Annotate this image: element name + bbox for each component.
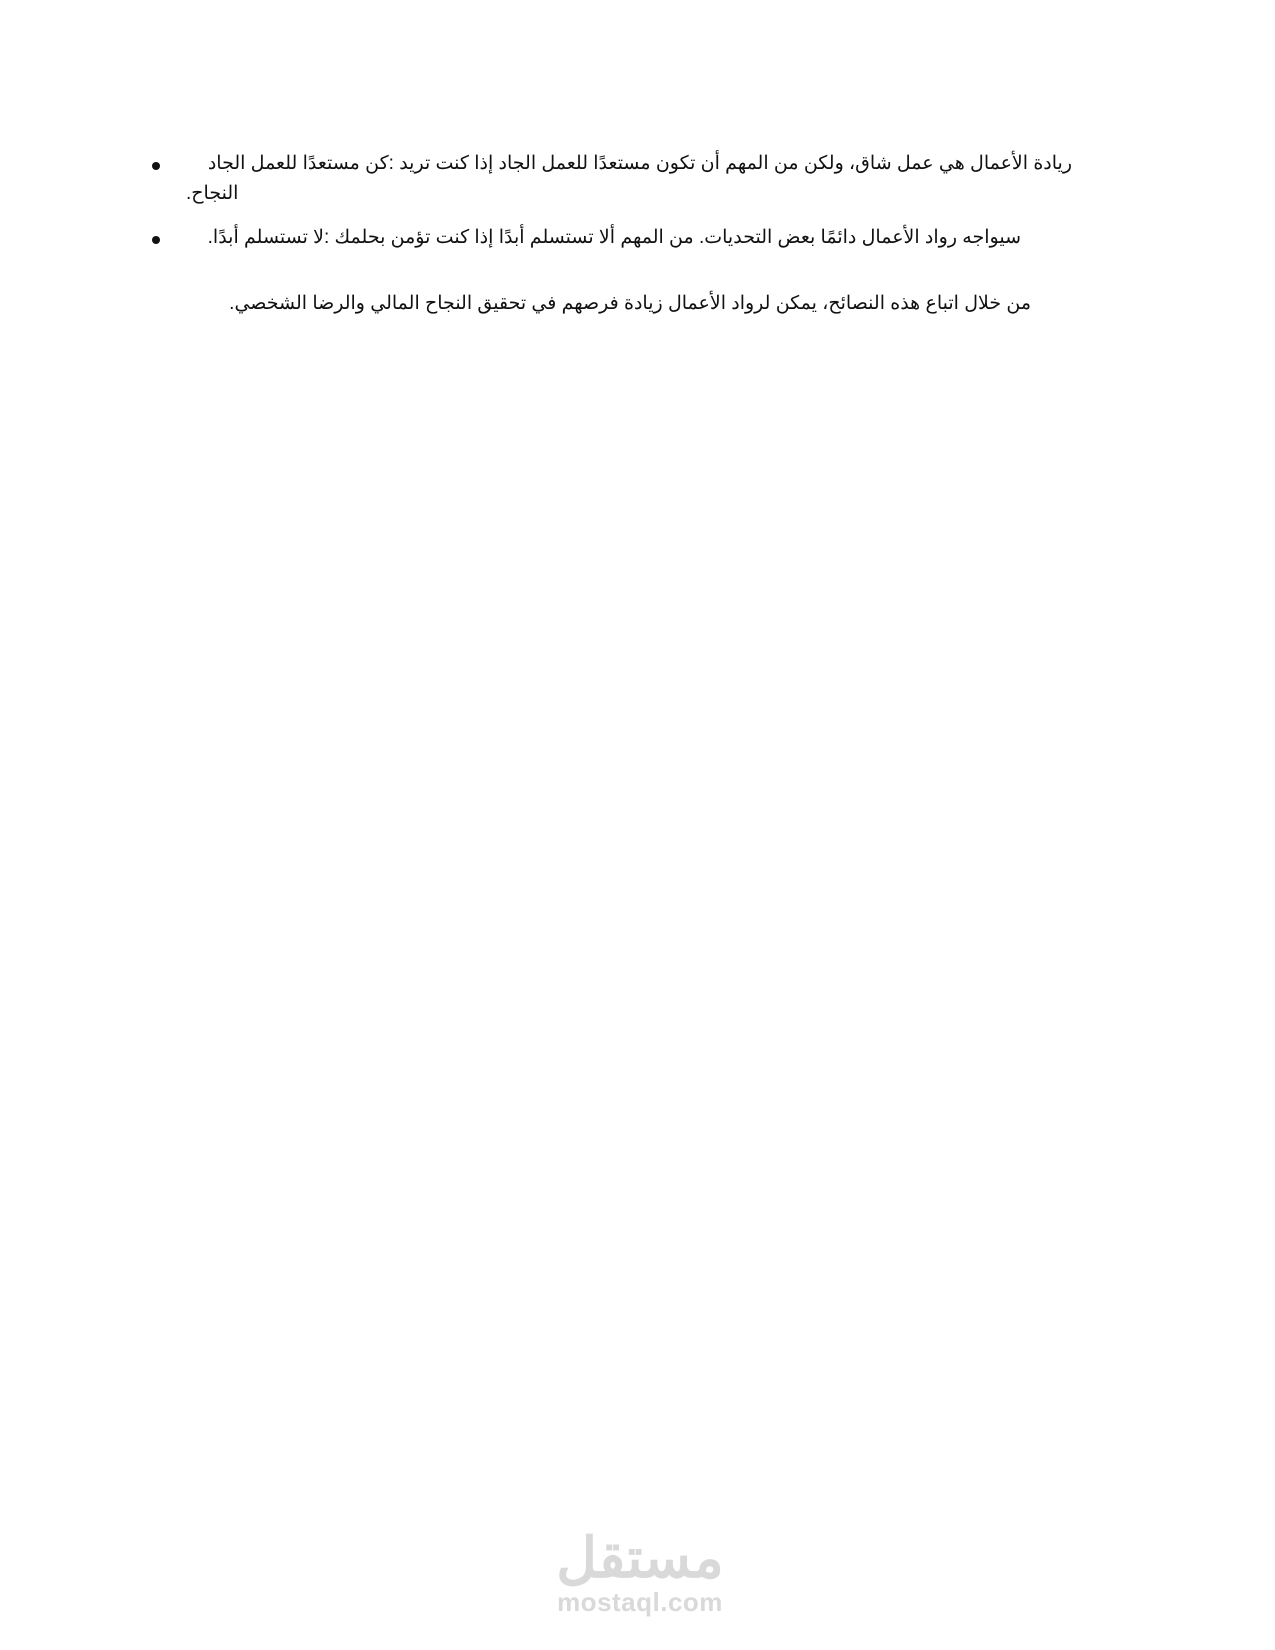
watermark-latin-text: mostaql.com xyxy=(557,1587,723,1617)
bullet-marker xyxy=(152,162,160,170)
mostaql-watermark xyxy=(540,1528,740,1628)
watermark-arabic-text: مستقل xyxy=(556,1526,724,1589)
conclusion-paragraph: من خلال اتباع هذه النصائح، يمكن لرواد الأعمال زيادة فرصهم في تحقيق النجاح المالي والرضا الشخصي. xyxy=(229,293,1031,314)
bullet-text-line: ريادة الأعمال هي عمل شاق، ولكن من المهم أن تكون مستعدًا للعمل الجاد إذا كنت تريد :كن مستعدًا للعمل الجاد xyxy=(207,153,1072,174)
bullet-text-line: النجاح. xyxy=(186,183,239,204)
bullet-text-line: سيواجه رواد الأعمال دائمًا بعض التحديات. من المهم ألا تستسلم أبدًا إذا كنت تؤمن بحلمك :لا تستسلم أبدًا. xyxy=(207,227,1021,248)
bullet-marker xyxy=(152,236,160,244)
